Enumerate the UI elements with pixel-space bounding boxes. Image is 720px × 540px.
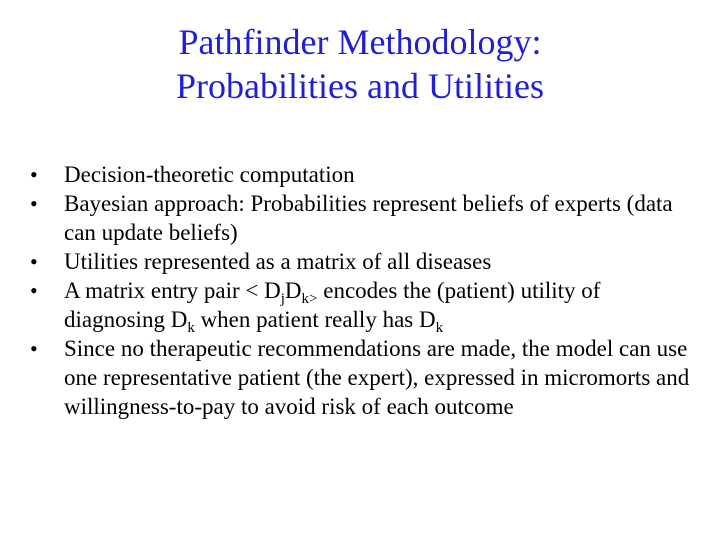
subscript: k> [301,291,318,307]
bullet-list [30,160,700,421]
bullet-item [30,334,700,421]
bullet-text-part: D [284,278,302,303]
title-line-2: Probabilities and Utilities [176,66,544,106]
bullet-text-part: when patient really has D [194,307,436,332]
bullet-dot: • [30,191,38,216]
bullet-text: Since no therapeutic recommendations are made, the model can use one representative patient (the expert), expressed in micromorts and willingness-to-pay to avoid risk of each outcome [64,336,690,419]
bullet-text-part: encodes the (patient) utility of diagnosing D [64,278,601,332]
title-line-1: Pathfinder Methodology: [178,22,542,62]
subscript: j [280,291,285,307]
bullet-text-part: A matrix entry pair < D [64,278,281,303]
bullet-item [30,276,700,334]
subscript: k [435,320,444,336]
subscript: k [187,320,195,336]
bullet-dot: • [30,336,38,361]
bullet-dot: • [30,278,38,303]
bullet-item [30,189,700,247]
slide-title [0,20,720,108]
bullet-dot: • [30,249,38,274]
bullet-dot: • [30,162,38,187]
bullet-text: Bayesian approach: Probabilities represent beliefs of experts (data can update beliefs) [64,191,673,245]
bullet-item [30,160,700,189]
bullet-text: Decision-theoretic computation [64,162,355,187]
bullet-text [64,278,601,336]
bullet-item [30,247,700,276]
bullet-text: Utilities represented as a matrix of all diseases [64,249,492,274]
